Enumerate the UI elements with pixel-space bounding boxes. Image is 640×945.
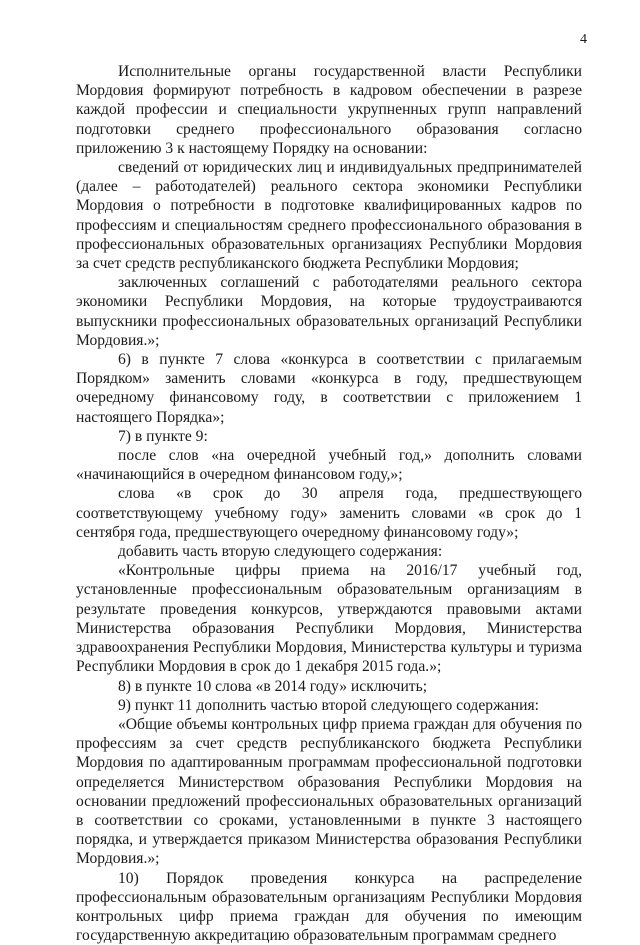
paragraph: сведений от юридических лиц и индивидуальных предпринимателей (далее – работодателей) реального сектора экономики Республики Мордовия о потребности в подготовке квалифицированных кадров по профессиям и специальностям среднего профессионального образования в профессиональных образовательных организациях Республики Мордовия за счет средств республиканского бюджета Республики Мордовия; [76, 159, 582, 273]
paragraph: 6) в пункте 7 слова «конкурса в соответствии с прилагаемым Порядком» заменить словами «конкурса в году, предшествующем очередному финансовому году, в соответствии с приложением 1 настоящего Порядка»; [76, 351, 582, 426]
paragraph: добавить часть вторую следующего содержания: [118, 543, 443, 561]
paragraph: «Контрольные цифры приема на 2016/17 учебный год, установленные профессиональным образовательным организациям в результате проведения конкурсов, утверждаются правовыми актами Министерства образования Республики Мордовия, Министерства здравоохранения Республики Мордовия, Министерства культуры и туризма Республики Мордовия в срок до 1 декабря 2015 года.»; [76, 562, 582, 676]
paragraph: 10) Порядок проведения конкурса на распределение профессиональным образовательным организациям Республики Мордовия контрольных цифр приема граждан для обучения по имеющим государственную аккредитацию образовательным программам среднего [76, 869, 582, 945]
paragraph: «Общие объемы контрольных цифр приема граждан для обучения по профессиям за счет средств республиканского бюджета Республики Мордовия по адаптированным программам профессиональной подготовки определяется Министерством образования Республики Мордовия на основании предложений профессиональных образовательных организаций в соответствии со сроками, установленными в пункте 3 настоящего порядка, и утверждается приказом Министерства образования Республики Мордовия.»; [76, 715, 582, 868]
paragraph: 8) в пункте 10 слова «в 2014 году» исключить; [118, 677, 428, 695]
paragraph: слова «в срок до 30 апреля года, предшествующего соответствующему учебному году» заменить словами «в срок до 1 сентября года, предшествующего очередному финансовому году»; [76, 485, 582, 541]
document-body [76, 62, 582, 945]
paragraph: 9) пункт 11 дополнить частью второй следующего содержания: [118, 696, 539, 714]
paragraph: после слов «на очередной учебный год,» дополнить словами «начинающийся в очередном финансовом году,»; [76, 447, 582, 484]
paragraph: заключенных соглашений с работодателями реального сектора экономики Республики Мордовия, на которые трудоустраиваются выпускники профессиональных образовательных организаций Республики Мордовия.»; [76, 274, 582, 349]
paragraph: Исполнительные органы государственной власти Республики Мордовия формируют потребность в кадровом обеспечении в разрезе каждой профессии и специальности укрупненных групп направлений подготовки среднего профессионального образования согласно приложению 3 к настоящему Порядку на основании: [76, 63, 582, 157]
page-number: 4 [580, 32, 587, 47]
paragraph: 7) в пункте 9: [118, 427, 208, 445]
